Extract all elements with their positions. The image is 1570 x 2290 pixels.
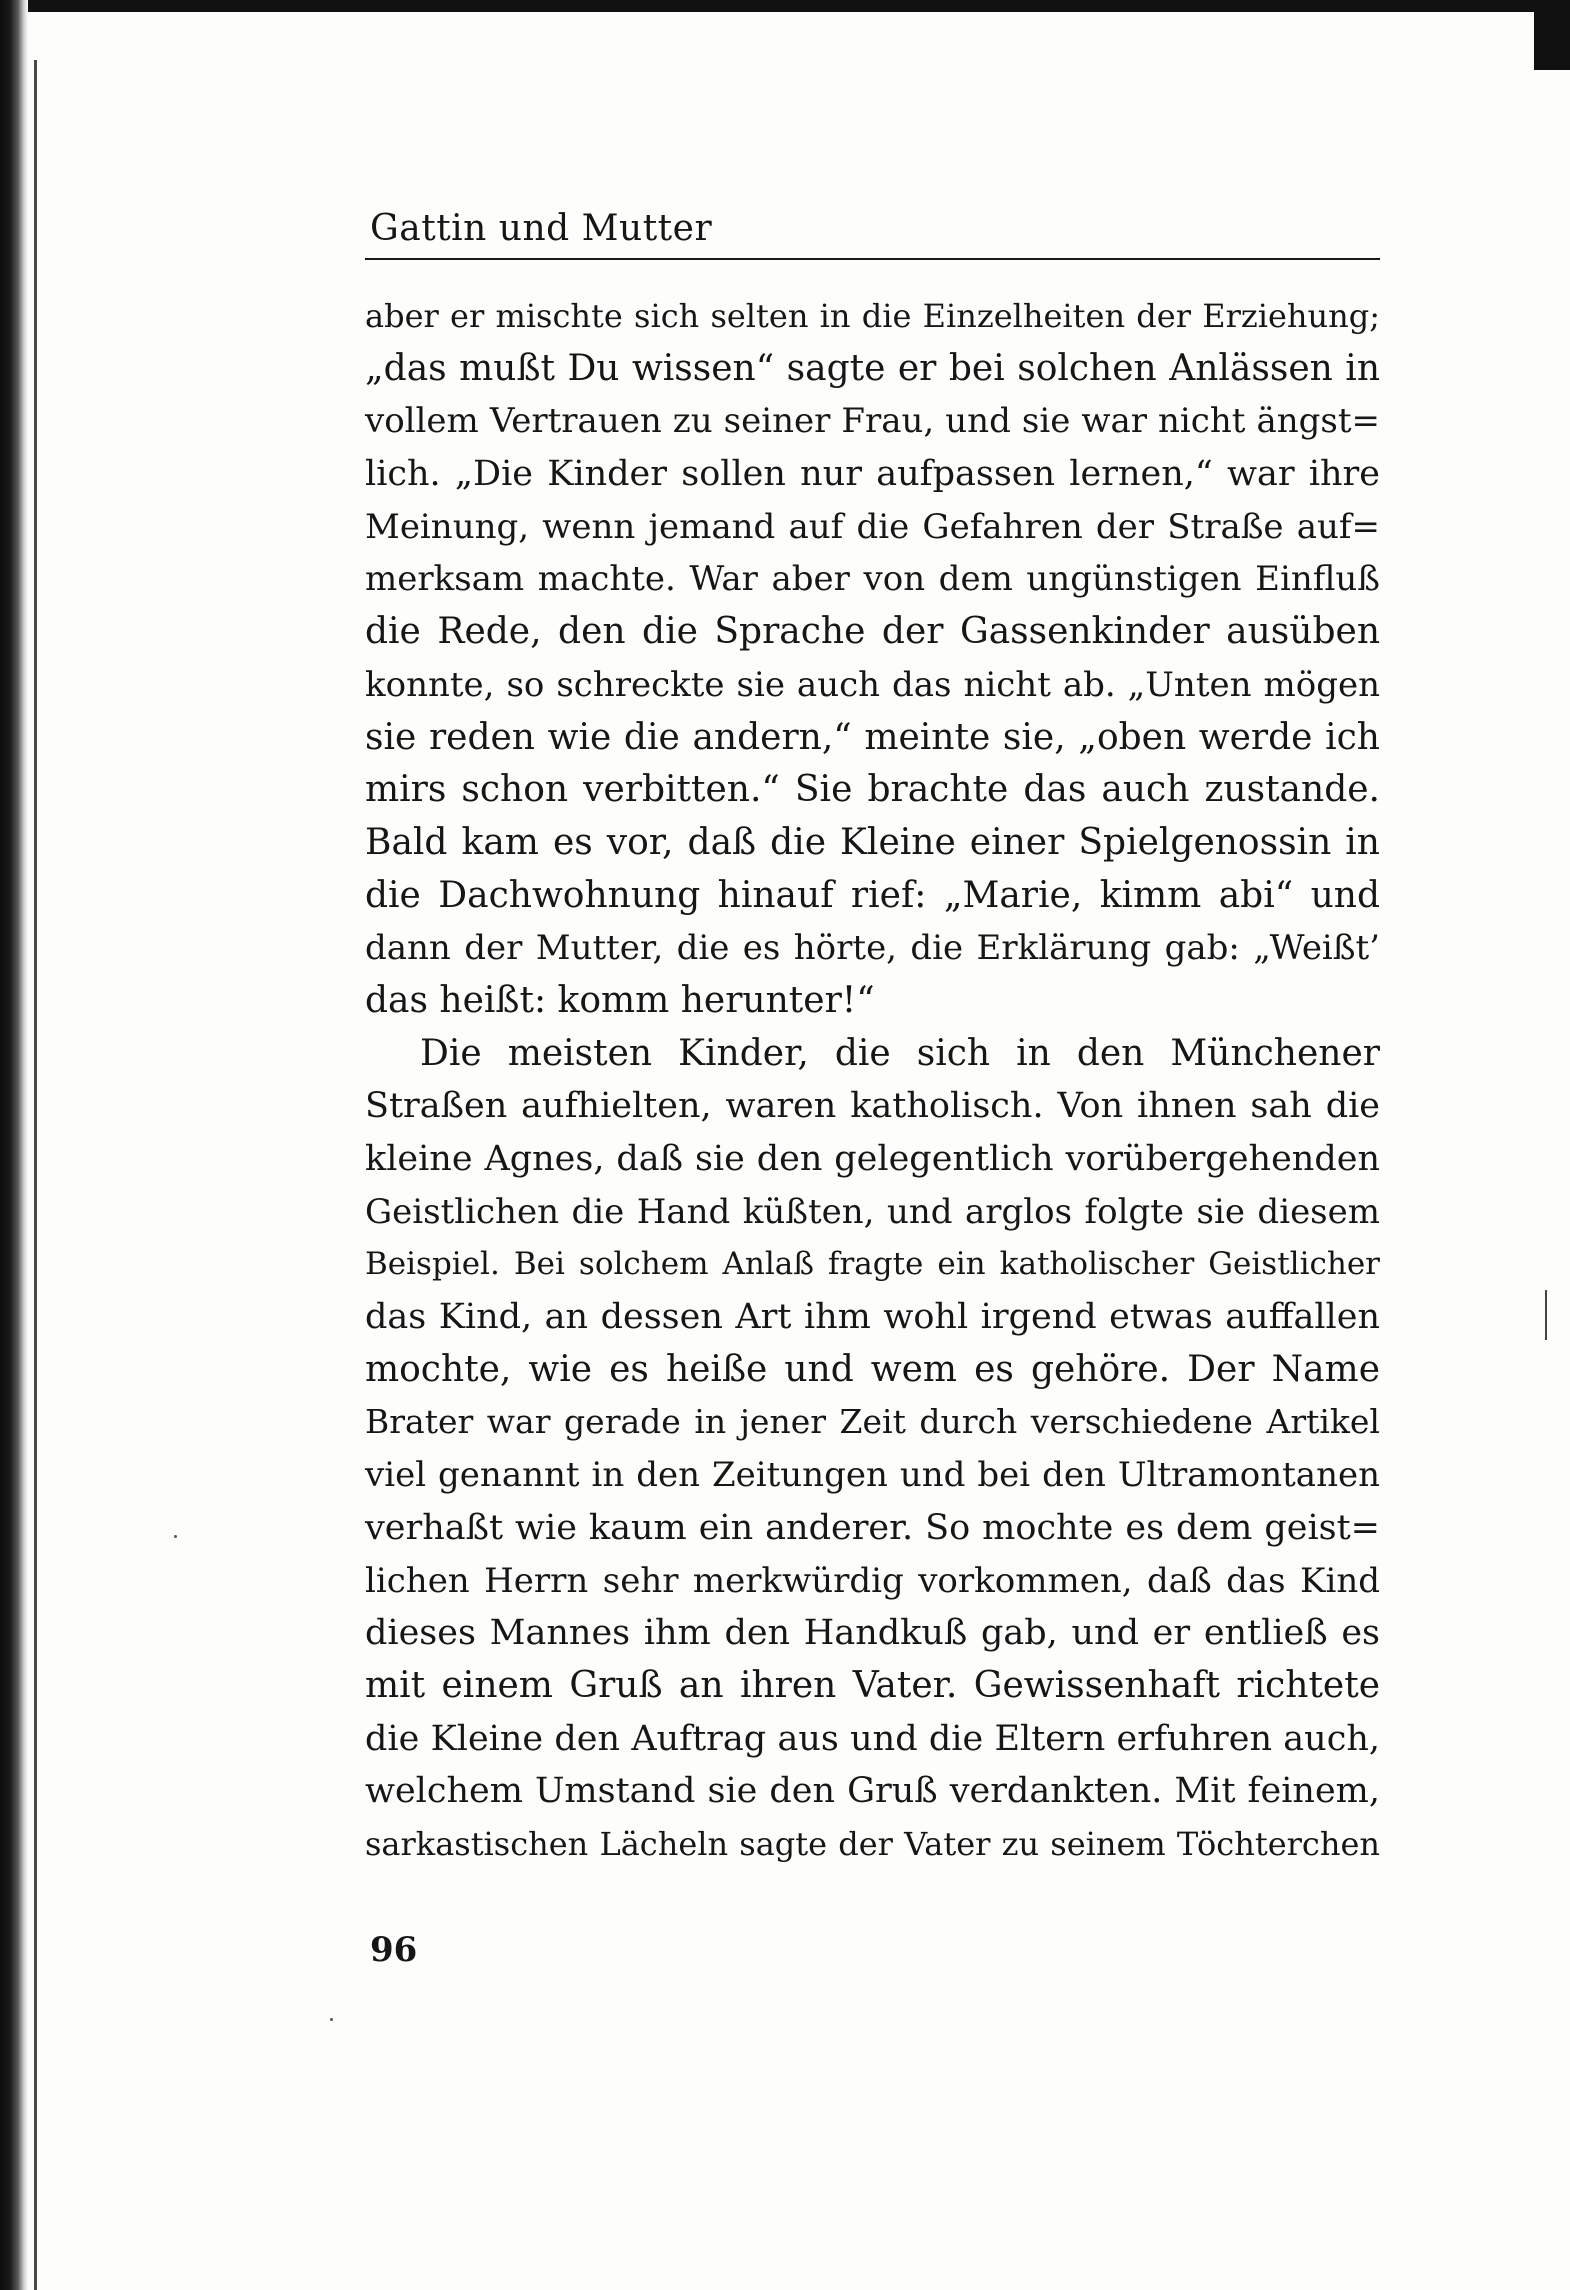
- text-line: verhaßt wie kaum ein anderer. So mochte es dem geist=: [365, 1507, 1380, 1548]
- text-line: die Kleine den Auftrag aus und die Eltern erfuhren auch,: [365, 1718, 1380, 1759]
- text-line: aber er mischte sich selten in die Einzelheiten der Erziehung;: [365, 297, 1380, 335]
- scan-mark: [1545, 1290, 1547, 1340]
- text-line: die Dachwohnung hinauf rief: „Marie, kimm abi“ und: [365, 874, 1380, 916]
- text-line: mit einem Gruß an ihren Vater. Gewissenhaft richtete: [365, 1664, 1380, 1706]
- paragraph-start-line: Die meisten Kinder, die sich in den Münchener: [420, 1032, 1380, 1074]
- text-line: lichen Herrn sehr merkwürdig vorkommen, daß das Kind: [365, 1560, 1380, 1601]
- text-line: mirs schon verbitten.“ Sie brachte das auch zustande.: [365, 769, 1380, 811]
- text-line: dieses Mannes ihm den Handkuß gab, und er entließ es: [365, 1613, 1380, 1654]
- text-line: die Rede, den die Sprache der Gassenkinder ausüben: [365, 611, 1380, 653]
- text-line: „das mußt Du wissen“ sagte er bei solchen Anlässen in: [365, 347, 1380, 389]
- text-line: dann der Mutter, die es hörte, die Erklärung gab: „Weißt’: [365, 928, 1380, 969]
- paragraph-end-line: das heißt: komm herunter!“: [365, 979, 875, 1021]
- text-line: vollem Vertrauen zu seiner Frau, und sie war nicht ängst=: [365, 401, 1380, 442]
- body-text: [365, 290, 1380, 1871]
- text-line: merksam machte. War aber von dem ungünstigen Einfluß: [365, 559, 1380, 600]
- text-line: welchem Umstand sie den Gruß verdankten. Mit feinem,: [365, 1771, 1380, 1812]
- text-line: konnte, so schreckte sie auch das nicht ab. „Unten mögen: [365, 664, 1380, 705]
- header-rule: [365, 258, 1380, 260]
- text-line: das Kind, an dessen Art ihm wohl irgend etwas auffallen: [365, 1297, 1380, 1338]
- scan-top-edge: [0, 0, 1570, 12]
- text-line: viel genannt in den Zeitungen und bei den Ultramontanen: [365, 1455, 1380, 1496]
- text-line: lich. „Die Kinder sollen nur aufpassen lernen,“ war ihre: [365, 454, 1380, 495]
- text-line: sarkastischen Lächeln sagte der Vater zu seinem Töchterchen: [365, 1824, 1380, 1863]
- text-line: Brater war gerade in jener Zeit durch verschiedene Artikel: [365, 1402, 1380, 1442]
- running-head: Gattin und Mutter: [370, 208, 713, 249]
- text-line: Bald kam es vor, daß die Kleine einer Spielgenossin in: [365, 821, 1380, 863]
- scan-left-edge: [0, 0, 28, 2290]
- text-line: kleine Agnes, daß sie den gelegentlich vorübergehenden: [365, 1139, 1380, 1179]
- scan-speck: [174, 1535, 177, 1538]
- binding-line: [34, 60, 37, 2290]
- text-line: Geistlichen die Hand küßten, und arglos folgte sie diesem: [365, 1191, 1380, 1232]
- text-line: Meinung, wenn jemand auf die Gefahren der Straße auf=: [365, 506, 1380, 547]
- scan-speck: [330, 2018, 333, 2021]
- text-line: sie reden wie die andern,“ meinte sie, „oben werde ich: [365, 716, 1380, 758]
- text-line: mochte, wie es heiße und wem es gehöre. Der Name: [365, 1348, 1380, 1390]
- text-line: Beispiel. Bei solchem Anlaß fragte ein katholischer Geistlicher: [365, 1246, 1380, 1283]
- page-number: 96: [370, 1930, 418, 1970]
- scan-top-right-corner: [1534, 0, 1570, 70]
- text-line: Straßen aufhielten, waren katholisch. Von ihnen sah die: [365, 1086, 1380, 1127]
